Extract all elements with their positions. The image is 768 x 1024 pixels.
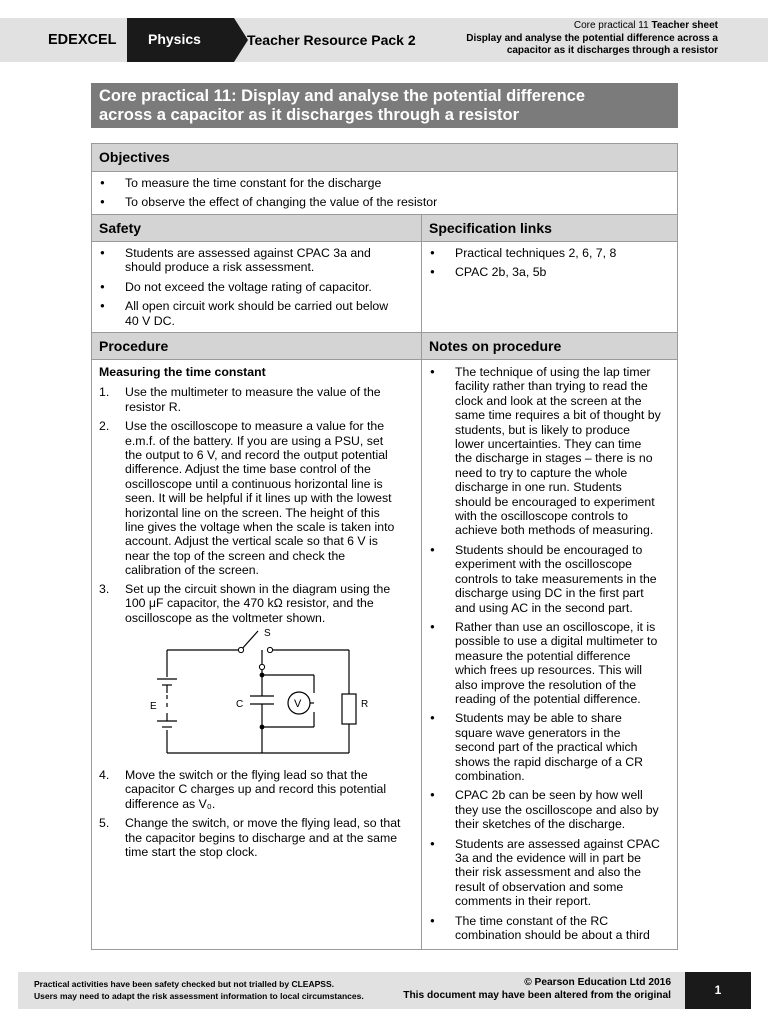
sheet-suffix: Teacher sheet xyxy=(651,20,718,31)
resistor-label: R xyxy=(361,698,369,710)
page-header xyxy=(0,18,768,62)
sheet-prefix: Core practical 11 xyxy=(573,20,649,31)
column-divider xyxy=(421,215,422,949)
resistor-shape xyxy=(342,694,356,724)
procedure-step: 3. Set up the circuit shown in the diagram using the 100 μF capacitor, the 470 kΩ resistor, and the oscilloscope as the voltmeter shown. xyxy=(99,581,391,625)
note-item: ● Rather than use an oscilloscope, it is possible to use a digital multimeter to measure the potential difference which frees up resources. This will also improve the resolution of the reading of the potential difference. xyxy=(429,620,675,706)
subject-tab xyxy=(127,18,234,62)
divider xyxy=(92,359,677,360)
spec-links-section xyxy=(429,246,674,280)
note-item: ● The time constant of the RC combination should be about a third xyxy=(429,914,675,943)
note-item: ● Students may be able to share square wave generators in the second part of the practical which shows the rapid discharge of a CR combination. xyxy=(429,711,675,783)
note-item: ● The technique of using the lap timer facility rather than trying to read the clock and look at the screen at the same time requires a bit of thought by students, but is likely to produce lower uncertainties. They can time the discharge in stages – there is no need to try to capture the whole discharge in one run. Students should be encouraged to experiment with the oscilloscope controls to achieve both methods of measuring. xyxy=(429,365,675,538)
copyright-notice: © Pearson Education Ltd 2016 This document may have been altered from the original xyxy=(403,977,671,1001)
subject-label: Physics xyxy=(148,31,201,47)
battery-label: E xyxy=(150,700,157,712)
title-line-1: Core practical 11: Display and analyse the potential difference xyxy=(99,87,586,105)
sheet-line-3: capacitor as it discharges through a resistor xyxy=(506,45,718,56)
title-line-2: across a capacitor as it discharges through a resistor xyxy=(99,106,519,124)
objective-item: ● To observe the effect of changing the value of the resistor xyxy=(99,195,669,209)
notes-section xyxy=(429,365,675,942)
junction-dot xyxy=(260,725,265,730)
procedure-step: 5. Change the switch, or move the flying lead, so that the capacitor begins to discharge and at the same time start the stop clock. xyxy=(99,816,401,859)
procedure-step: 1. Use the multimeter to measure the value of the resistor R. xyxy=(99,385,381,414)
switch-terminal xyxy=(238,647,243,652)
divider xyxy=(92,171,677,172)
spec-link-item: ● CPAC 2b, 3a, 5b xyxy=(429,265,674,279)
procedure-subheading: Measuring the time constant xyxy=(99,365,266,379)
procedure-step: 2. Use the oscilloscope to measure a value for the e.m.f. of the battery. If you are using a PSU, set the output to 6 V, and record the output potential difference. Adjust the time base control of the oscilloscope until a continuous horizontal line is seen. It will be helpful if it lines up with the lowest horizontal line on the screen. The height of this line gives the voltage when the scale is taken into account. Adjust the vertical scale so that 6 V is near the top of the screen and check the calibration of the screen. xyxy=(99,419,395,578)
note-item: ● Students are assessed against CPAC 3a and the evidence will in part be their risk assessment and also the result of observation and some comments in their report. xyxy=(429,837,675,909)
note-item: ● CPAC 2b can be seen by how well they use the oscilloscope and also by their sketches of the discharge. xyxy=(429,788,675,831)
safety-item: ● Do not exceed the voltage rating of capacitor. xyxy=(99,280,417,294)
procedure-section xyxy=(99,365,417,859)
safety-section xyxy=(99,246,417,328)
objectives-heading: Objectives xyxy=(92,144,677,171)
page-footer xyxy=(18,972,751,1009)
voltmeter-label: V xyxy=(294,697,302,710)
switch-terminal xyxy=(267,647,272,652)
capacitor-label: C xyxy=(236,698,244,710)
safety-item: ● Students are assessed against CPAC 3a and should produce a risk assessment. xyxy=(99,246,417,275)
notes-heading: Notes on procedure xyxy=(422,333,677,359)
junction-dot xyxy=(260,673,265,678)
practical-table xyxy=(91,143,678,950)
procedure-heading: Procedure xyxy=(92,333,421,359)
page-title xyxy=(91,83,678,128)
note-item: ● Students should be encouraged to experiment with the oscilloscope controls to take measurements in the discharge using DC in the first part and using AC in the second part. xyxy=(429,543,675,615)
switch-lever xyxy=(241,631,258,650)
tab-arrow-shape xyxy=(234,18,248,62)
page-number: 1 xyxy=(685,972,751,1009)
safety-heading: Safety xyxy=(92,215,421,241)
circuit-diagram xyxy=(99,627,417,763)
spec-link-item: ● Practical techniques 2, 6, 7, 8 xyxy=(429,246,674,260)
switch-label: S xyxy=(264,627,271,639)
resource-pack-label: Teacher Resource Pack 2 xyxy=(247,32,416,48)
spec-links-heading: Specification links xyxy=(422,215,677,241)
switch-terminal xyxy=(259,664,264,669)
divider xyxy=(92,241,677,242)
safety-item: ● All open circuit work should be carried out below 40 V DC. xyxy=(99,299,417,328)
sheet-line-2: Display and analyse the potential difference across a xyxy=(466,32,718,44)
procedure-step: 4. Move the switch or the flying lead so that the capacitor C charges up and record this potential difference as V₀. xyxy=(99,767,387,811)
objective-item: ● To measure the time constant for the discharge xyxy=(99,176,669,190)
sheet-info xyxy=(466,20,718,58)
safety-disclaimer: Practical activities have been safety checked but not trialled by CLEAPSS. Users may need to adapt the risk assessment information to local circumstances. xyxy=(34,979,364,1001)
objectives-section xyxy=(99,176,669,210)
brand-label: EDEXCEL xyxy=(48,32,117,48)
